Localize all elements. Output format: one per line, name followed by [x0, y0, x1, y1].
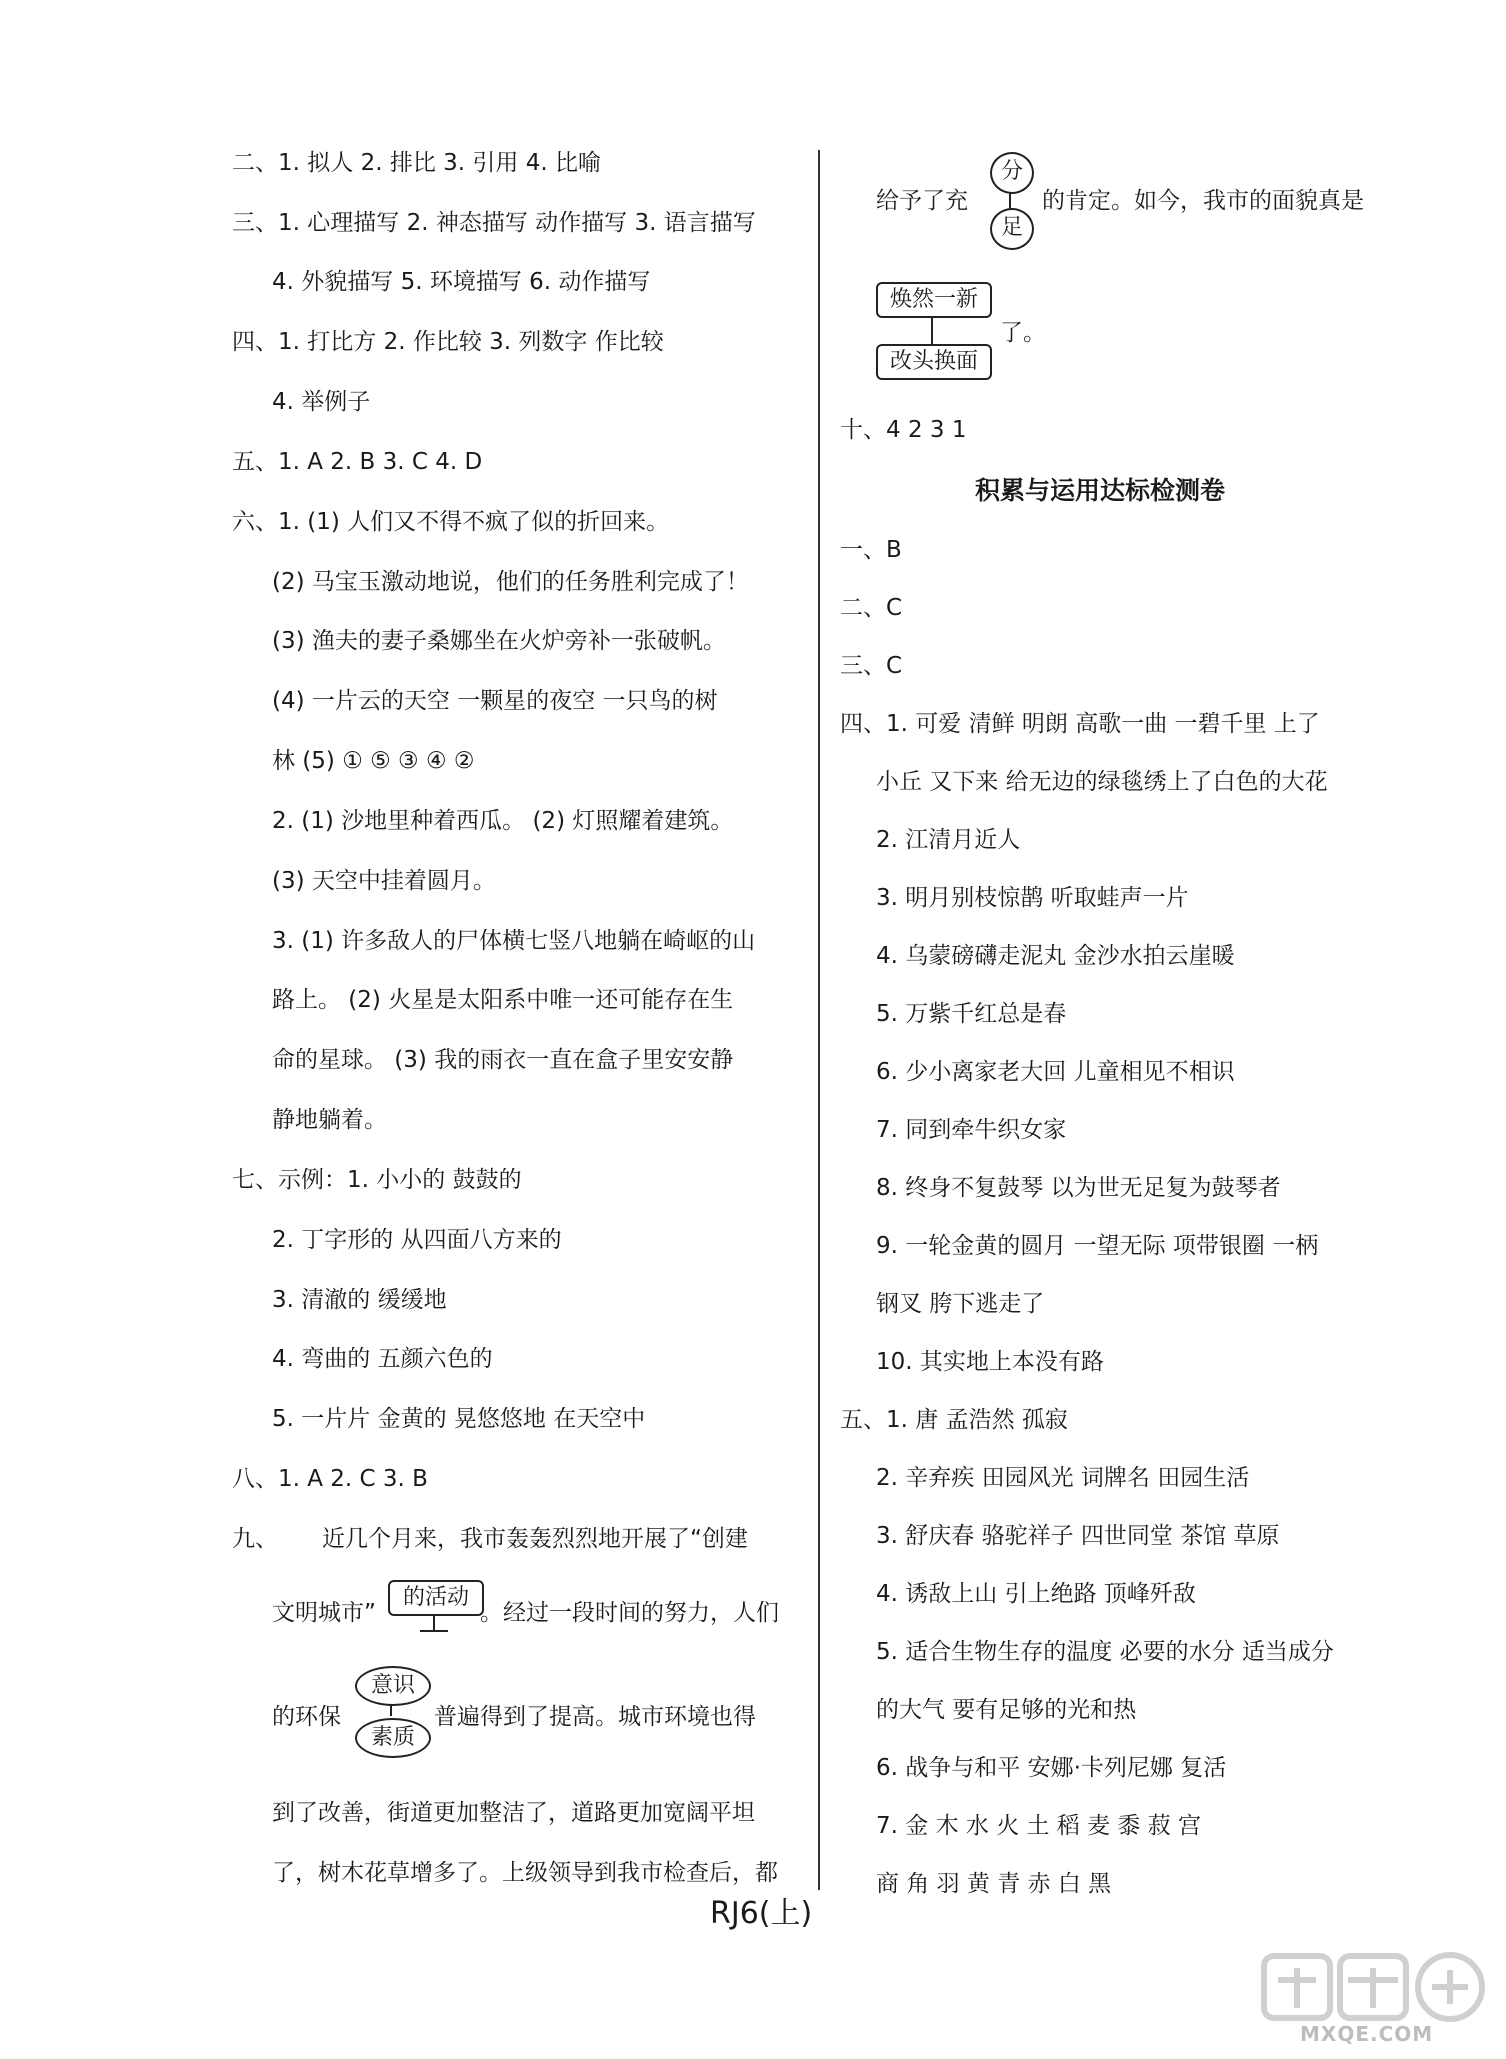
q9-oval-quality: 素质	[355, 1718, 431, 1758]
answer-line: 7. 金 木 水 火 土 稻 麦 黍 菽 宫	[876, 1813, 1202, 1839]
answer-line: 2. 辛弃疾 田园风光 词牌名 田园生活	[876, 1465, 1250, 1491]
answer-line: 4. 诱敌上山 引上绝路 顶峰歼敌	[876, 1581, 1196, 1607]
answer-line: 2. 江清月近人	[876, 827, 1021, 853]
answer-line: 五、1. 唐 孟浩然 孤寂	[840, 1407, 1068, 1433]
q9-oval-awareness: 意识	[355, 1666, 431, 1706]
answer-line: 五、1. A 2. B 3. C 4. D	[232, 449, 483, 475]
answer-line: 六、1. (1) 人们又不得不疯了似的折回来。	[232, 509, 670, 535]
answer-line: (2) 马宝玉激动地说，他们的任务胜利完成了！	[272, 569, 749, 595]
answer-line: 3. 明月别枝惊鹊 听取蛙声一片	[876, 885, 1189, 911]
q9-box-base	[420, 1630, 448, 1632]
answer-line: 命的星球。 (3) 我的雨衣一直在盒子里安安静	[272, 1047, 734, 1073]
answer-line: 三、C	[840, 653, 903, 679]
answer-line: 钢叉 胯下逃走了	[876, 1291, 1045, 1317]
answer-line: 4. 乌蒙磅礴走泥丸 金沙水拍云崖暖	[876, 943, 1235, 969]
oval-fen: 分	[990, 152, 1034, 194]
answer-line: 七、示例：1. 小小的 鼓鼓的	[232, 1167, 522, 1193]
column-divider	[818, 150, 820, 1890]
box-gaitou: 改头换面	[876, 344, 992, 380]
answer-line: 4. 弯曲的 五颜六色的	[272, 1346, 493, 1372]
answer-line: 4. 举例子	[272, 389, 371, 415]
q9-oval-connector	[390, 1704, 392, 1716]
answer-line: 10. 其实地上本没有路	[876, 1349, 1104, 1375]
q9-line: 到了改善，街道更加整洁了，道路更加宽阔平坦	[272, 1800, 755, 1826]
answer-line: 十、4 2 3 1	[840, 417, 967, 443]
answer-line: 2. (1) 沙地里种着西瓜。 (2) 灯照耀着建筑。	[272, 808, 734, 834]
answer-line: 路上。 (2) 火星是太阳系中唯一还可能存在生	[272, 987, 734, 1013]
q9-line: 了，树木花草增多了。上级领导到我市检查后，都	[272, 1860, 778, 1886]
answer-line: 小丘 又下来 给无边的绿毯绣上了白色的大花	[876, 769, 1328, 795]
q9-label: 九、	[232, 1526, 278, 1552]
answer-line: (4) 一片云的天空 一颗星的夜空 一只鸟的树	[272, 688, 718, 714]
answer-line: 8. 终身不复鼓琴 以为世无足复为鼓琴者	[876, 1175, 1281, 1201]
answer-line: (3) 天空中挂着圆月。	[272, 868, 496, 894]
answer-line: 八、1. A 2. C 3. B	[232, 1466, 428, 1492]
answer-line: 的大气 要有足够的光和热	[876, 1697, 1137, 1723]
answer-line: 二、1. 拟人 2. 排比 3. 引用 4. 比喻	[232, 150, 601, 176]
answer-line: 9. 一轮金黄的圆月 一望无际 项带银圈 一柄	[876, 1233, 1319, 1259]
q9-continued-line: 给予了充	[876, 188, 968, 214]
answer-line: 三、1. 心理描写 2. 神态描写 动作描写 3. 语言描写	[232, 210, 756, 236]
answer-line: (3) 渔夫的妻子桑娜坐在火炉旁补一张破帆。	[272, 628, 726, 654]
q9-box-activity: 的活动	[388, 1580, 484, 1616]
section-title: 积累与运用达标检测卷	[975, 476, 1226, 505]
answer-line: 4. 外貌描写 5. 环境描写 6. 动作描写	[272, 269, 651, 295]
answer-line: 3. 清澈的 缓缓地	[272, 1287, 447, 1313]
answer-line: 5. 万紫千红总是春	[876, 1001, 1067, 1027]
answer-line: 7. 同到牵牛织女家	[876, 1117, 1067, 1143]
q9-line: 文明城市”	[272, 1600, 376, 1626]
answer-line: 3. (1) 许多敌人的尸体横七竖八地躺在崎岖的山	[272, 928, 756, 954]
q9-line: 。经过一段时间的努力，人们	[480, 1600, 779, 1626]
q9-continued-line: 的肯定。如今，我市的面貌真是	[1042, 188, 1364, 214]
watermark-url: MXQE.COM	[1300, 2022, 1434, 2046]
answer-line: 2. 丁字形的 从四面八方来的	[272, 1227, 562, 1253]
answer-line: 四、1. 可爱 清鲜 明朗 高歌一曲 一碧千里 上了	[840, 711, 1320, 737]
answer-line: 5. 适合生物生存的温度 必要的水分 适当成分	[876, 1639, 1334, 1665]
answer-line: 二、C	[840, 595, 903, 621]
answer-line: 静地躺着。	[272, 1107, 387, 1133]
oval-zu: 足	[990, 208, 1034, 250]
answer-line: 6. 少小离家老大回 儿童相见不相识	[876, 1059, 1235, 1085]
answer-line: 林 (5) ① ⑤ ③ ④ ②	[272, 748, 475, 774]
q9-continued-line: 了。	[1000, 320, 1046, 346]
page-footer: RJ6(上)	[710, 1896, 813, 1931]
q9-line: 近几个月来，我市轰轰烈烈地开展了“创建	[322, 1526, 748, 1552]
answer-line: 6. 战争与和平 安娜·卡列尼娜 复活	[876, 1755, 1227, 1781]
answer-line: 3. 舒庆春 骆驼祥子 四世同堂 茶馆 草原	[876, 1523, 1280, 1549]
q9-line: 普遍得到了提高。城市环境也得	[434, 1704, 756, 1730]
answer-line: 一、B	[840, 537, 902, 563]
answer-line: 商 角 羽 黄 青 赤 白 黑	[876, 1871, 1112, 1897]
box-huanran: 焕然一新	[876, 282, 992, 318]
box-connector	[931, 316, 933, 344]
answer-line: 5. 一片片 金黄的 晃悠悠地 在天空中	[272, 1406, 646, 1432]
q9-line: 的环保	[272, 1704, 341, 1730]
answer-line: 四、1. 打比方 2. 作比较 3. 列数字 作比较	[232, 329, 664, 355]
